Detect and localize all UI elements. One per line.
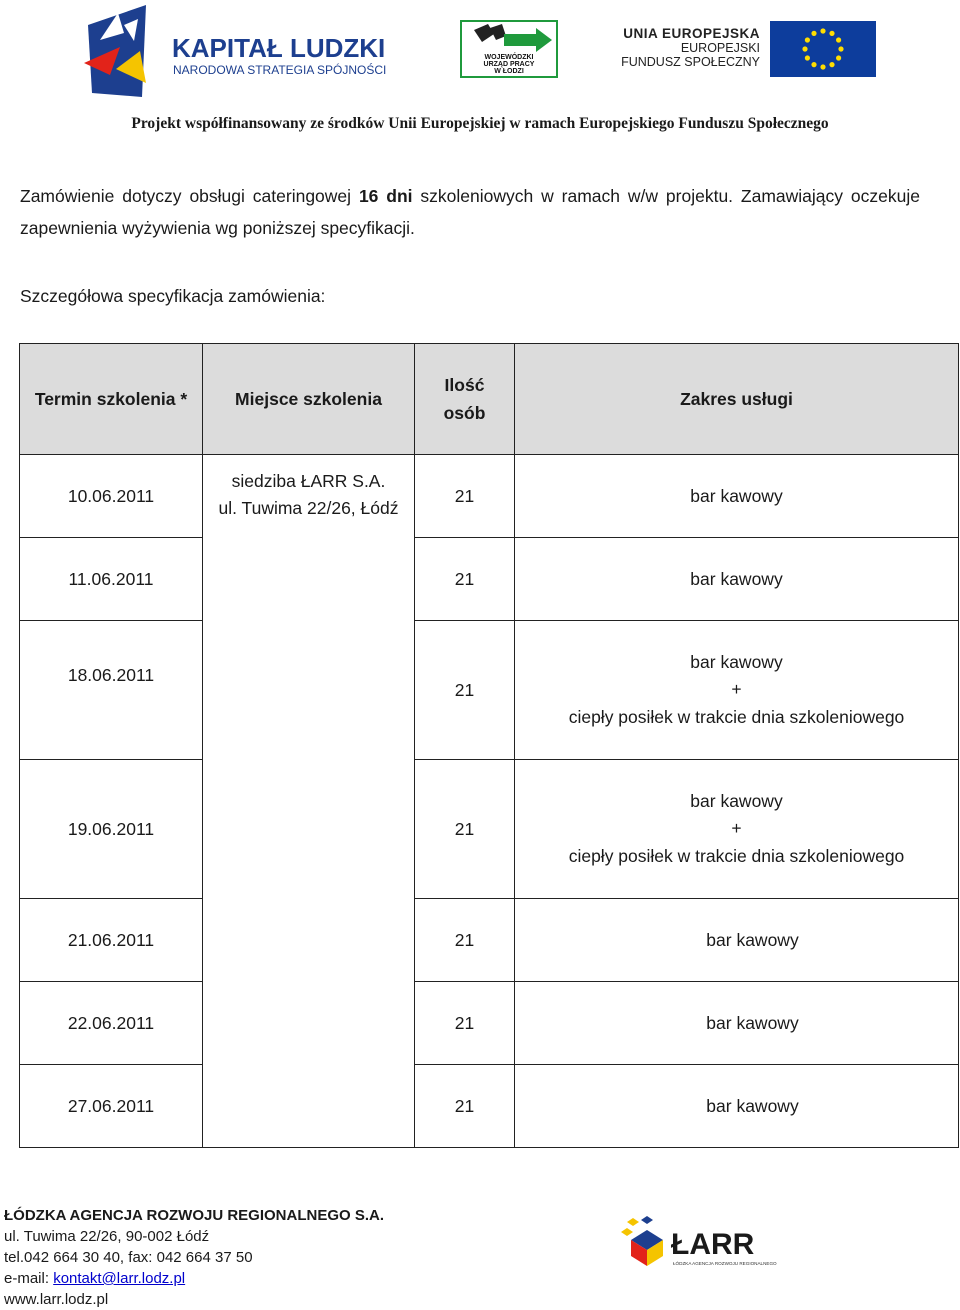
table-row xyxy=(20,455,959,538)
svg-text:ŁÓDZKA AGENCJA ROZWOJU REGIONA: ŁÓDZKA AGENCJA ROZWOJU REGIONALNEGO xyxy=(673,1261,777,1266)
row-date: 19.06.2011 xyxy=(20,760,203,899)
footer-email-line xyxy=(4,1268,384,1289)
row-service: bar kawowy xyxy=(515,982,959,1065)
ue-title: UNIA EUROPEJSKA xyxy=(623,26,760,41)
header-miejsce: Miejsce szkolenia xyxy=(203,344,415,455)
service-plus: + xyxy=(731,679,742,700)
svg-text:URZĄD PRACY: URZĄD PRACY xyxy=(483,61,535,68)
row-count: 21 xyxy=(415,455,515,538)
svg-text:W ŁODZI: W ŁODZI xyxy=(494,68,524,75)
intro-part2: szkoleniowych w ramach w/w projektu. Zamawiający oczekuje zapewnienia wyżywienia wg poniższej specyfikacji. xyxy=(20,186,920,238)
row-date: 11.06.2011 xyxy=(20,538,203,621)
row-service xyxy=(515,621,959,760)
place-line2: ul. Tuwima 22/26, Łódź xyxy=(218,498,399,518)
intro-part1: Zamówienie dotyczy obsługi cateringowej xyxy=(20,186,359,206)
footer-contact xyxy=(4,1205,384,1310)
spec-heading: Szczegółowa specyfikacja zamówienia: xyxy=(20,286,326,306)
row-service: bar kawowy xyxy=(515,538,959,621)
row-date: 21.06.2011 xyxy=(20,899,203,982)
footer-email-link[interactable]: kontakt@larr.lodz.pl xyxy=(53,1270,186,1287)
footer-www: www.larr.lodz.pl xyxy=(4,1291,109,1308)
header-termin: Termin szkolenia * xyxy=(20,344,203,455)
footer-email-label: e-mail: xyxy=(4,1270,54,1287)
service-line: bar kawowy xyxy=(690,790,783,811)
service-extra: ciepły posiłek w trakcie dnia szkoleniowego xyxy=(568,845,905,866)
table-row xyxy=(20,1065,959,1148)
intro-paragraph xyxy=(20,180,920,244)
place-cell xyxy=(203,455,415,1148)
table-row xyxy=(20,538,959,621)
row-date: 27.06.2011 xyxy=(20,1065,203,1148)
row-count: 21 xyxy=(415,899,515,982)
row-count: 21 xyxy=(415,760,515,899)
row-service: bar kawowy xyxy=(515,455,959,538)
spec-table xyxy=(19,343,959,1148)
footer-address: ul. Tuwima 22/26, 90-002 Łódź xyxy=(4,1228,210,1245)
kapital-ludzki-logo xyxy=(80,5,420,97)
table-header-row xyxy=(20,344,959,455)
header-zakres: Zakres usługi xyxy=(515,344,959,455)
row-date: 22.06.2011 xyxy=(20,982,203,1065)
row-count: 21 xyxy=(415,538,515,621)
svg-text:NARODOWA STRATEGIA SPÓJNOŚCI: NARODOWA STRATEGIA SPÓJNOŚCI xyxy=(173,63,387,77)
row-service xyxy=(515,760,959,899)
table-row xyxy=(20,899,959,982)
intro-bold: 16 dni xyxy=(358,186,413,206)
svg-text:ŁARR: ŁARR xyxy=(671,1228,755,1261)
row-date: 10.06.2011 xyxy=(20,455,203,538)
ue-line3: FUNDUSZ SPOŁECZNY xyxy=(621,55,760,69)
place-line1: siedziba ŁARR S.A. xyxy=(231,471,386,491)
svg-text:WOJEWÓDZKI: WOJEWÓDZKI xyxy=(484,54,534,61)
footer-org: ŁÓDZKA AGENCJA ROZWOJU REGIONALNEGO S.A. xyxy=(4,1207,385,1224)
ue-logo-text xyxy=(608,26,760,69)
ue-line2: EUROPEJSKI xyxy=(680,41,760,55)
row-count: 21 xyxy=(415,982,515,1065)
row-service: bar kawowy xyxy=(515,899,959,982)
service-line: bar kawowy xyxy=(690,651,783,672)
row-count: 21 xyxy=(415,621,515,760)
larr-logo xyxy=(617,1214,779,1270)
funding-line: Projekt współfinansowany ze środków Unii Europejskiej w ramach Europejskiego Funduszu Społecznego xyxy=(131,115,829,132)
table-row xyxy=(20,621,959,760)
row-date: 18.06.2011 xyxy=(20,621,203,760)
header-ilosc-line1: Ilość xyxy=(444,375,485,395)
wup-lodz-logo xyxy=(460,20,558,78)
row-count: 21 xyxy=(415,1065,515,1148)
table-row xyxy=(20,760,959,899)
eu-flag-icon xyxy=(770,21,876,77)
service-plus: + xyxy=(731,818,742,839)
header-ilosc-line2: osób xyxy=(443,403,486,423)
header-logos xyxy=(0,0,960,110)
table-row xyxy=(20,982,959,1065)
footer-phone: tel.042 664 30 40, fax: 042 664 37 50 xyxy=(4,1249,253,1266)
header-ilosc xyxy=(415,344,515,455)
row-service: bar kawowy xyxy=(515,1065,959,1148)
svg-text:KAPITAŁ LUDZKI: KAPITAŁ LUDZKI xyxy=(172,33,386,63)
service-extra: ciepły posiłek w trakcie dnia szkoleniowego xyxy=(568,706,905,727)
